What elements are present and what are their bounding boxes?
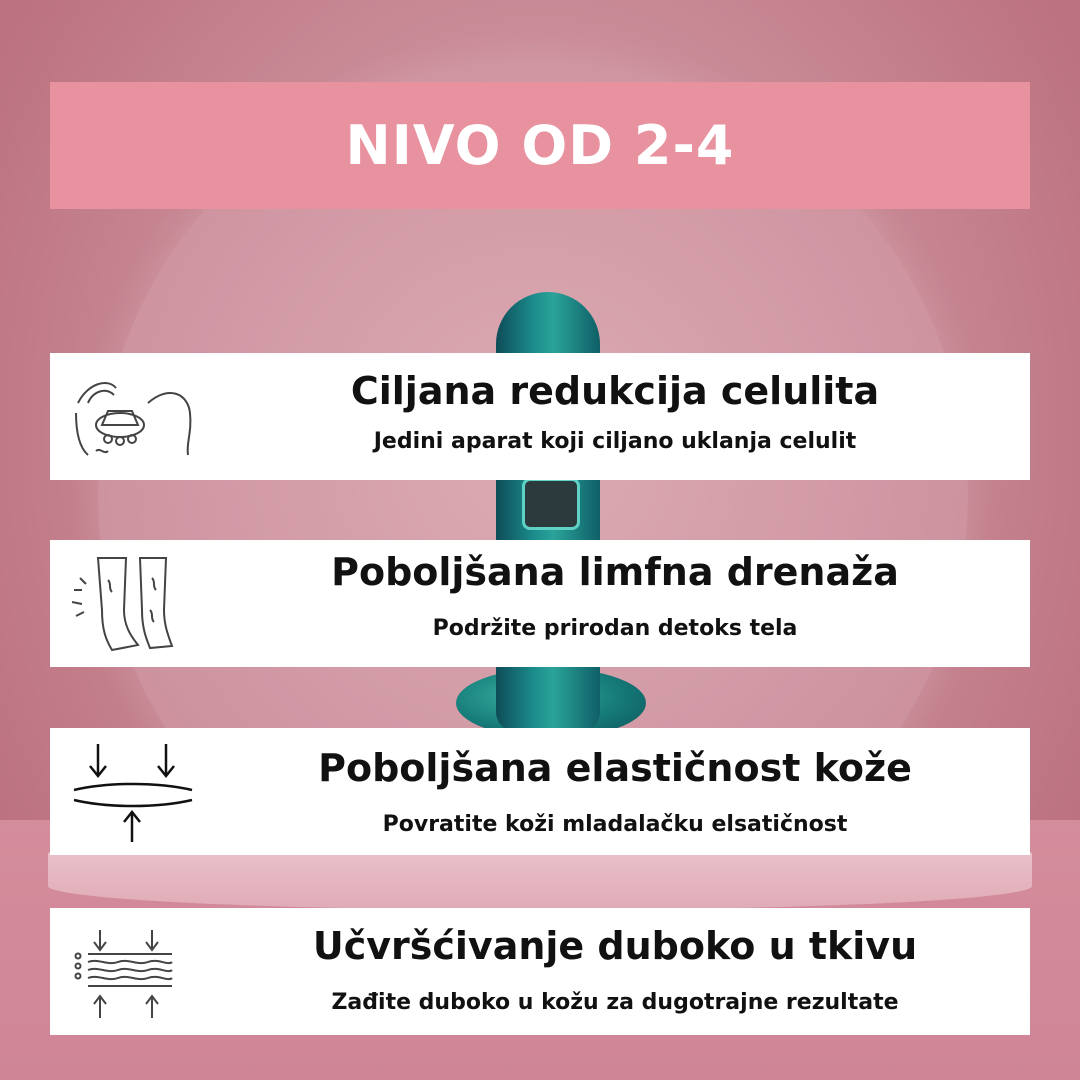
feature-card-elasticity [50, 728, 1030, 855]
skin-elasticity-icon [68, 738, 198, 845]
feature-card-deep-tissue [50, 908, 1030, 1035]
feature-card-cellulite [50, 353, 1030, 480]
feature-heading: Ciljana redukcija celulita [350, 369, 880, 413]
massage-device-icon [68, 363, 198, 470]
deep-tissue-icon [68, 918, 198, 1025]
page-title: NIVO OD 2-4 [345, 114, 735, 177]
feature-subtext: Povratite koži mladalačku elsatičnost [382, 812, 848, 837]
feature-heading: Poboljšana limfna drenaža [331, 550, 899, 594]
feature-heading: Poboljšana elastičnost kože [318, 746, 912, 790]
title-banner [50, 82, 1030, 209]
legs-drainage-icon [68, 550, 198, 657]
feature-subtext: Zađite duboko u kožu za dugotrajne rezultate [331, 990, 899, 1015]
device-screen-image [522, 478, 580, 530]
feature-heading: Učvršćivanje duboko u tkivu [312, 924, 918, 968]
feature-card-lymph [50, 540, 1030, 667]
feature-subtext: Jedini aparat koji ciljano uklanja celulit [373, 429, 857, 454]
feature-subtext: Podržite prirodan detoks tela [432, 616, 798, 641]
